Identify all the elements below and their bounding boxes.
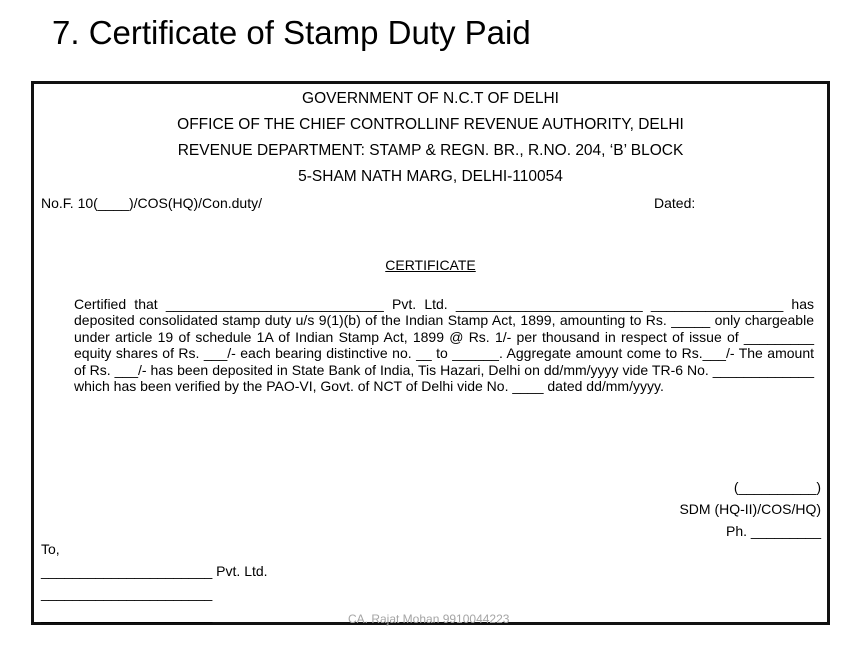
dated-label: Dated: xyxy=(654,195,696,211)
certificate-body: Certified that ____________________________ Pvt. Ltd. ________________________ _________________ has deposited consolidated stamp duty u/s 9(1)(b) of the Indian Stamp Act, 1899, amounting to Rs. _____ only chargeable under article 19 of schedule 1A of Indian Stamp Act, 1899 @ Rs. 1/- per thousand in respect of issue of _________ equity shares of Rs. ___/- each bearing distinctive no. __ to ______. Aggregate amount come to Rs.___/- The amount of Rs. ___/- has been deposited in State Bank of India, Tis Hazari, Delhi on dd/mm/yyyy vide TR-6 No. _____________ which has been verified by the PAO-VI, Govt. of NCT of Delhi vide No. ____ dated dd/mm/yyyy. xyxy=(74,296,814,395)
certificate-document xyxy=(31,81,830,625)
signatory-phone: Ph. _________ xyxy=(726,523,821,539)
certificate-heading: CERTIFICATE xyxy=(385,257,476,273)
addressee-line: ______________________ Pvt. Ltd. xyxy=(41,563,268,579)
letterhead-line-government: GOVERNMENT OF N.C.T OF DELHI xyxy=(302,90,559,107)
addressee-line: ______________________ xyxy=(41,585,213,601)
slide-title: 7. Certificate of Stamp Duty Paid xyxy=(52,14,531,51)
signatory-designation: SDM (HQ-II)/COS/HQ) xyxy=(679,501,821,517)
addressee-to: To, xyxy=(41,541,60,557)
letterhead-line-office: OFFICE OF THE CHIEF CONTROLLINF REVENUE AUTHORITY, DELHI xyxy=(177,116,684,133)
addressee-line: ______________________ xyxy=(41,607,213,623)
signature-block xyxy=(679,476,821,542)
letterhead-line-department: REVENUE DEPARTMENT: STAMP & REGN. BR., R.NO. 204, ‘B’ BLOCK xyxy=(177,142,684,159)
letterhead-line-address: 5-SHAM NATH MARG, DELHI-110054 xyxy=(298,168,563,185)
file-number: No.F. 10(____)/COS(HQ)/Con.duty/ xyxy=(41,195,262,211)
letterhead xyxy=(34,86,827,190)
footer-watermark: CA. Rajat Mohan 9910044223 xyxy=(348,612,510,626)
signatory-name: (__________) xyxy=(733,479,821,495)
addressee-block xyxy=(41,538,268,626)
